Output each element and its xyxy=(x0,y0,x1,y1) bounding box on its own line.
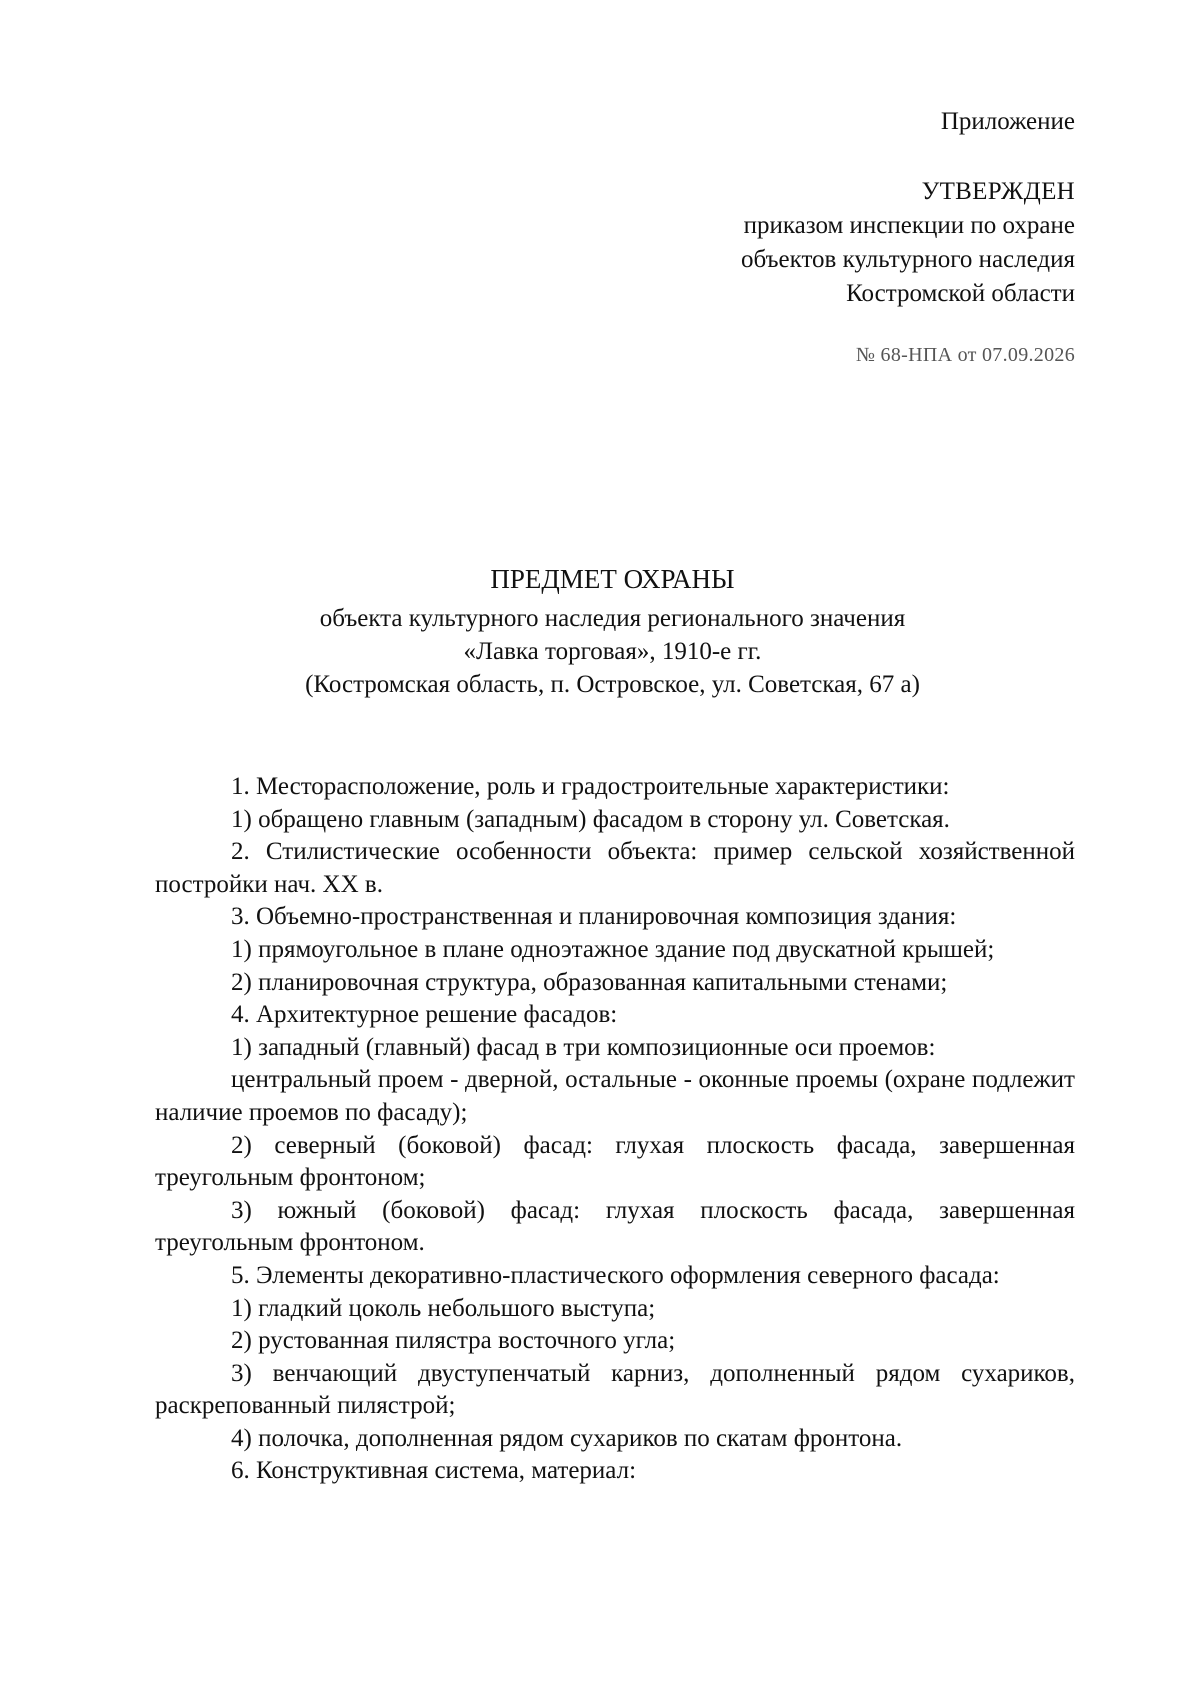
body-paragraph: 1. Месторасположение, роль и градостроительные характеристики: xyxy=(231,773,950,800)
body-paragraph: 6. Конструктивная система, материал: xyxy=(231,1457,637,1485)
body-paragraph: 2) планировочная структура, образованная капитальными стенами; xyxy=(231,968,948,996)
body-paragraph: 2. Стилистические особенности объекта: пример сельской хозяйственной постройки нач. XX в. xyxy=(155,838,1075,898)
body-paragraph: 1) обращено главным (западным) фасадом в сторону ул. Советская. xyxy=(231,805,950,833)
body-paragraph: 3. Объемно-пространственная и планировочная композиция здания: xyxy=(231,903,957,931)
approved-by-line: приказом инспекции по охране xyxy=(743,212,1075,239)
body-paragraph: 3) южный (боковой) фасад: глухая плоскость фасада, завершенная треугольным фронтоном. xyxy=(155,1196,1075,1257)
order-number: № 68-НПА от 07.09.2026 xyxy=(855,344,1075,366)
approved-by-line: объектов культурного наследия xyxy=(741,246,1075,273)
title-subline: «Лавка торговая», 1910-е гг. xyxy=(463,638,762,665)
body-paragraph: центральный проем - дверной, остальные - оконные проемы (охране подлежит наличие проемов по фасаду); xyxy=(155,1066,1075,1126)
appendix-label: Приложение xyxy=(940,108,1075,135)
body-paragraph: 2) северный (боковой) фасад: глухая плоскость фасада, завершенная треугольным фронтоном; xyxy=(155,1131,1075,1192)
document-title-block xyxy=(150,563,1075,701)
document-title: ПРЕДМЕТ ОХРАНЫ xyxy=(490,564,735,594)
body-paragraph: 2) рустованная пилястра восточного угла; xyxy=(231,1327,676,1355)
body-paragraph: 4) полочка, дополненная рядом сухариков по скатам фронтона. xyxy=(231,1424,903,1452)
approved-label: УТВЕРЖДЕН xyxy=(921,178,1075,205)
approval-header xyxy=(741,105,1075,372)
title-subline: (Костромская область, п. Островское, ул. Советская, 67 а) xyxy=(305,671,920,698)
title-subline: объекта культурного наследия регионального значения xyxy=(319,605,906,632)
body-paragraph: 1) западный (главный) фасад в три композиционные оси проемов: xyxy=(231,1033,936,1061)
body-paragraph: 4. Архитектурное решение фасадов: xyxy=(231,1001,618,1029)
approved-by-line: Костромской области xyxy=(846,280,1075,307)
body-paragraph: 1) гладкий цоколь небольшого выступа; xyxy=(231,1294,656,1322)
document-body xyxy=(155,771,1075,1488)
body-paragraph: 5. Элементы декоративно-пластического оформления северного фасада: xyxy=(231,1261,1000,1289)
body-paragraph: 3) венчающий двуступенчатый карниз, дополненный рядом сухариков, раскрепованный пилястрой; xyxy=(155,1359,1075,1420)
body-paragraph: 1) прямоугольное в плане одноэтажное здание под двускатной крышей; xyxy=(231,935,995,963)
